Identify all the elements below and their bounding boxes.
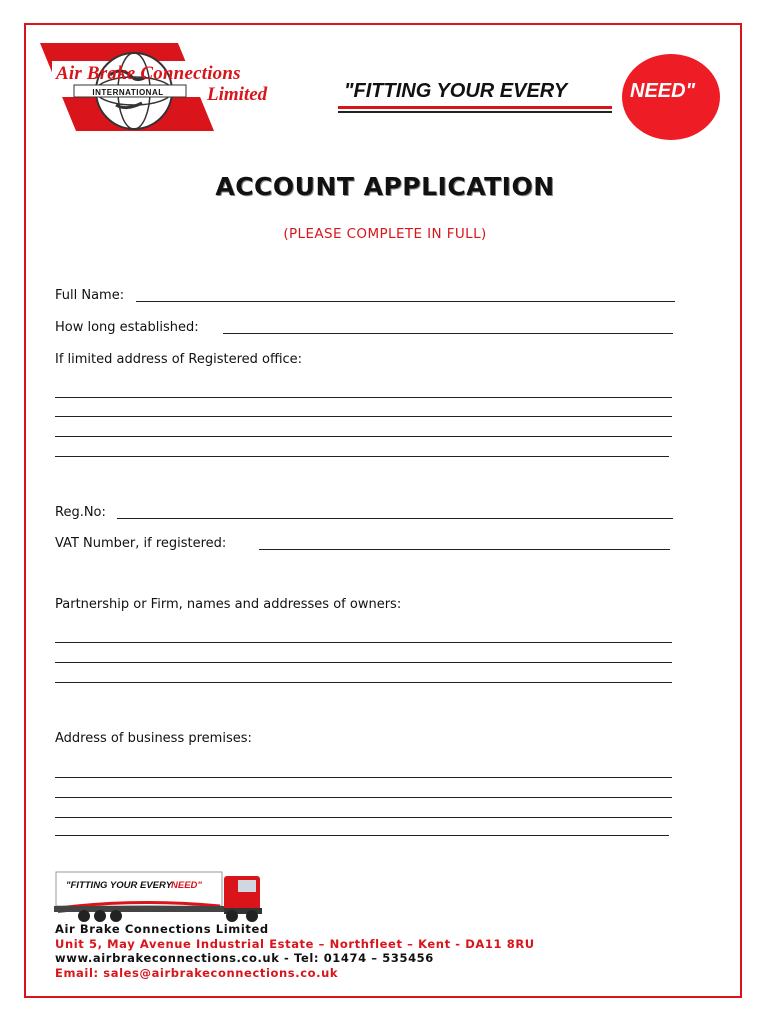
slogan-underline-black [338, 111, 612, 113]
reg-no-label: Reg.No: [55, 505, 106, 520]
truck-slogan-need: NEED" [171, 880, 202, 891]
vat-label: VAT Number, if registered: [55, 536, 227, 551]
page-title: ACCOUNT APPLICATION [215, 172, 555, 201]
page-border [24, 23, 742, 998]
page-subtitle: (PLEASE COMPLETE IN FULL) [283, 226, 487, 242]
business-address-line-3[interactable] [55, 817, 672, 818]
truck-icon [54, 868, 264, 924]
full-name-label: Full Name: [55, 288, 125, 303]
header-slogan: "FITTING YOUR EVERY [344, 80, 568, 102]
registered-office-line-1[interactable] [55, 397, 672, 398]
header-slogan-need: NEED" [630, 80, 696, 102]
footer-address: Unit 5, May Avenue Industrial Estate – Northfleet – Kent - DA11 8RU [55, 937, 535, 951]
logo-limited: Limited [207, 84, 268, 105]
registered-office-label: If limited address of Registered office: [55, 352, 303, 367]
footer-email[interactable]: Email: sales@airbrakeconnections.co.uk [55, 966, 339, 980]
partnership-line-3[interactable] [55, 682, 672, 683]
vat-line[interactable] [259, 549, 670, 550]
registered-office-line-2[interactable] [55, 416, 672, 417]
full-name-line[interactable] [136, 301, 675, 302]
business-address-line-2[interactable] [55, 797, 672, 798]
reg-no-line[interactable] [117, 518, 673, 519]
footer-web-tel[interactable]: www.airbrakeconnections.co.uk - Tel: 01474 – 535456 [55, 951, 434, 965]
footer-company: Air Brake Connections Limited [55, 922, 269, 936]
logo-international-band: INTERNATIONAL [92, 88, 164, 97]
logo-title: Air Brake Connections [56, 63, 241, 84]
partnership-label: Partnership or Firm, names and addresses of owners: [55, 597, 402, 612]
business-address-line-1[interactable] [55, 777, 672, 778]
registered-office-line-3[interactable] [55, 436, 672, 437]
how-long-line[interactable] [223, 333, 673, 334]
slogan-underline-red [338, 106, 612, 109]
partnership-line-2[interactable] [55, 662, 672, 663]
business-address-line-4[interactable] [55, 835, 669, 836]
truck-slogan: "FITTING YOUR EVERY [66, 880, 173, 891]
registered-office-line-4[interactable] [55, 456, 669, 457]
partnership-line-1[interactable] [55, 642, 672, 643]
how-long-label: How long established: [55, 320, 199, 335]
business-address-label: Address of business premises: [55, 731, 252, 746]
